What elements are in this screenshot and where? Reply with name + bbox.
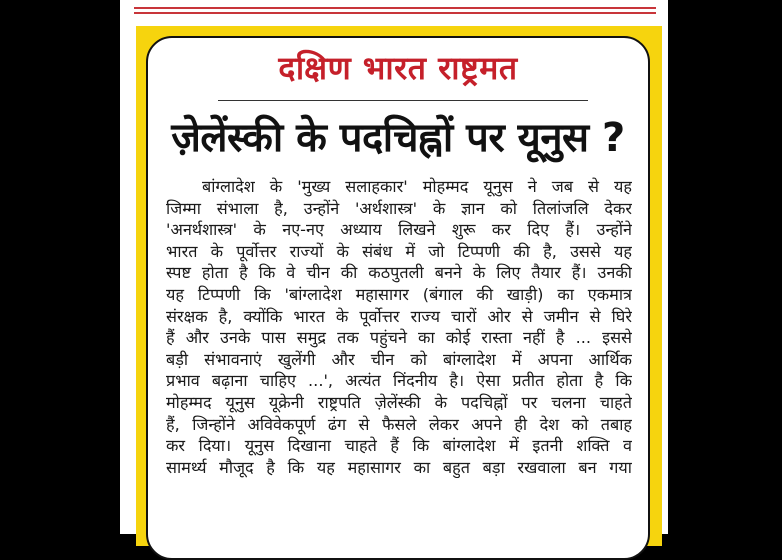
article-line: मोहम्मद यूनुस यूक्रेनी राष्ट्रपति ज़ेलेंस्की के पदचिह्नों पर चलना चाहते — [166, 392, 632, 412]
article-line: भारत के पूर्वोत्तर राज्यों के संबंध में जो टिप्पणी की है, उससे यह — [166, 241, 632, 261]
article-line: यह टिप्पणी कि 'बांग्लादेश महासागर (बंगाल की खाड़ी) का एकमात्र — [166, 284, 632, 304]
article-line: बड़ी संभावनाएं खुलेंगी और चीन को बांग्लादेश में अपना आर्थिक — [166, 349, 632, 369]
article-line: हैं, जिन्होंने अविवेकपूर्ण ढंग से फैसले लेकर अपने ही देश को तबाह — [166, 414, 632, 434]
article-headline: ज़ेलेंस्की के पदचिह्नों पर यूनुस ? — [171, 115, 625, 161]
article-line: जिम्मा संभाला है, उन्होंने 'अर्थशास्त्र' के ज्ञान को तिलांजलि देकर — [166, 198, 632, 218]
article-line: बांग्लादेश के 'मुख्य सलाहकार' मोहम्मद यूनुस ने जब से यह — [202, 177, 632, 196]
article-line: प्रभाव बढ़ाना चाहिए ...', अत्यंत निंदनीय है। ऐसा प्रतीत होता है कि — [166, 371, 632, 391]
article-line: स्पष्ट होता है कि वे चीन की कठपुतली बनने के लिए तैयार हैं। उनकी — [166, 263, 632, 283]
article-body — [166, 176, 632, 478]
article-line: 'अनर्थशास्त्र' के नए-नए अध्याय लिखने शुरू कर दिए हैं। उन्होंने — [166, 220, 632, 240]
top-rule-secondary — [134, 12, 656, 14]
article-line: सामर्थ्य मौजूद है कि यह महासागर का बहुत बड़ा रखवाला बन गया — [166, 457, 632, 477]
top-rule — [134, 7, 656, 9]
article-line: कर दिया। यूनुस दिखाना चाहते हैं कि बांग्लादेश में इतनी शक्ति व — [166, 436, 632, 456]
article-line: संरक्षक है, क्योंकि भारत के पूर्वोत्तर राज्य चारों ओर से जमीन से घिरे — [166, 306, 632, 326]
article-line: हैं और उनके पास समुद्र तक पहुंचने का कोई रास्ता नहीं है ... इससे — [166, 328, 632, 348]
masthead-divider — [218, 100, 588, 101]
editorial-card — [146, 36, 650, 560]
newspaper-page — [120, 0, 668, 534]
paper-name: दक्षिण भारत राष्ट्रमत — [278, 49, 518, 87]
